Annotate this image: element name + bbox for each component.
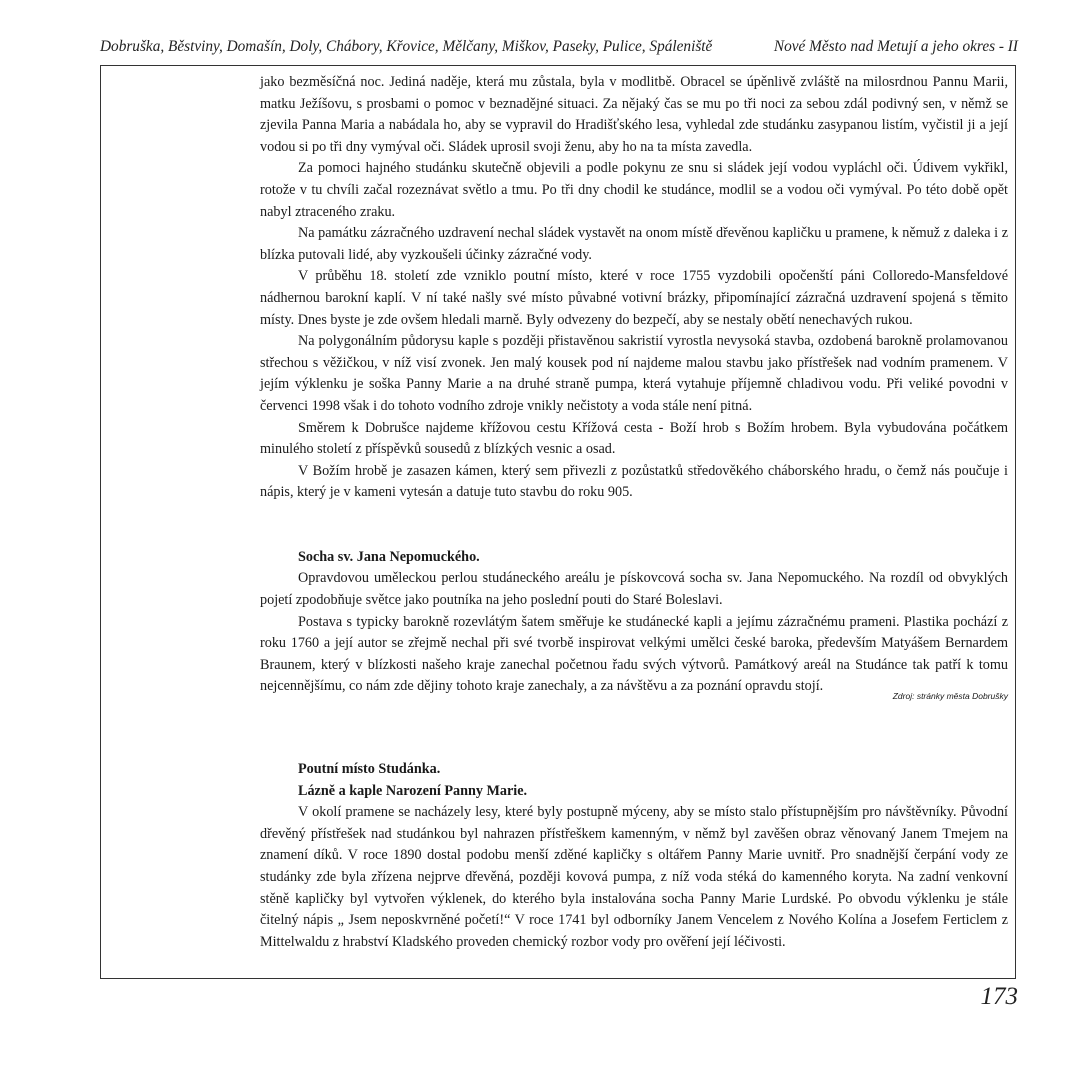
paragraph: Na památku zázračného uzdravení nechal sládek vystavět na onom místě dřevěnou kapličku u pramene, k němuž z daleka i z blízka putovali lidé, aby vyzkoušeli účinky zázračné vody. — [260, 225, 1008, 263]
source-note: Zdroj: stránky města Dobrušky — [892, 691, 1008, 702]
header-right-title: Nové Město nad Metují a jeho okres - II — [773, 38, 1018, 55]
section-spacer — [260, 701, 1008, 759]
paragraph: jako bezměsíčná noc. Jediná naděje, která mu zůstala, byla v modlitbě. Obracel se úpěnlivě zvláště na milosrdnou Pannu Marii, matku Ježíšovu, s prosbami o pomoc v beznadějné situaci. Za nějaký čas se mu po tři noci za sebou zdál podivný sen, v němž se zjevila Panna Maria a nabádala ho, aby se vypravil do Hradišťského lesa, vyhledal zde studánku zasypanou listím, vyčistil ji a její vodou si po tři dny vymýval oči. Sládek uprosil svoji ženu, aby ho na ta místa zavedla. — [260, 74, 1008, 155]
paragraph: Směrem k Dobrušce najdeme křížovou cestu Křížová cesta - Boží hrob s Božím hrobem. Byla vybudována počátkem minulého století z příspěvků sousedů z blízkých vesnic a osad. — [260, 419, 1008, 458]
paragraph: Na polygonálním půdorysu kaple s později přistavěnou sakristií vyrostla nevysoká stavba, ozdobená barokně prolamovanou střechou s věžičkou, v níž visí zvonek. Jen malý kousek pod ní najdeme malou stavbu jako přístřešek nad vodním pramenem. V jejím výklenku je soška Panny Marie a na druhé straně pumpa, která vytahuje příjemně chladivou vodu. Při veliké povodni v červenci 1998 však i do tohoto vodního zdroje vnikly nečistoty a voda stále není pitná. — [260, 333, 1008, 414]
paragraph: Za pomoci hajného studánku skutečně objevili a podle pokynu ze snu si sládek její vodou vypláchl oči. Údivem vykřikl, rotože v tu chvíli začal rozeznávat světlo a tmu. Po tři dny chodil ke studánce, modlil se a vodou oči vymýval. Po této době opět nabyl ztraceného zraku. — [260, 160, 1008, 220]
running-header — [100, 38, 1018, 56]
section-heading: Socha sv. Jana Nepomuckého. — [298, 548, 480, 565]
paragraph: V okolí pramene se nacházely lesy, které byly postupně mýceny, aby se místo stalo přístupnějším pro návštěvníky. Původní dřevěný přístřešek nad studánkou byl nahrazen přístřeškem kamenným, v němž byl zavěšen obraz věnovaný Janem Tmejem na znamení díků. V roce 1890 dostal podobu menší zděné kapličky s oltářem Panny Marie uvnitř. Pro snadnější čerpání vody ze studánky zde byla zřízena nejprve dřevěná, později kovová pumpa, z níž voda stéká do kamenného koryta. Na zadní venkovní stěně kapličky byl vytvořen výklenek, do kterého byla instalována socha Panny Marie Lurdské. Po obvodu výklenku je stále čitelný nápis „ Jsem neposkvrněné početí!“ V roce 1741 byl odborníky Janem Vencelem z Nového Kolína a Josefem Ferticlem z Mittelwaldu z hrabství Kladského proveden chemický rozbor vody pro ověření její léčivosti. — [260, 804, 1008, 950]
paragraph: V Božím hrobě je zasazen kámen, který sem přivezli z pozůstatků středověkého cháborského hradu, o čemž nás poučuje i nápis, který je v kameni vytesán a datuje tuto stavbu do roku 905. — [260, 462, 1008, 501]
paragraph: Postava s typicky barokně rozevlátým šatem směřuje ke studánecké kapli a jejímu zázračnému prameni. Plastika pochází z roku 1760 a její autor se zřejmě nechal při své tvorbě inspirovat velkými umělci české baroka, především Matyášem Bernardem Braunem, který v blízkosti našeho kraje zanechal početnou řadu svých výtvorů. Památkový areál na Studánce tak patří k tomu nejcennějšímu, co nám zde dějiny tohoto kraje zanechaly, a za návštěvu a za poznání opravdu stojí. — [260, 613, 1008, 695]
section-subheading: Lázně a kaple Narození Panny Marie. — [298, 782, 528, 799]
section-heading: Poutní místo Studánka. — [298, 761, 441, 778]
page-content — [260, 72, 1008, 953]
header-left-title: Dobruška, Běstviny, Domašín, Doly, Chábory, Křovice, Mělčany, Miškov, Paseky, Pulice, Spáleniště — [100, 38, 713, 55]
page-number: 173 — [980, 983, 1018, 1010]
paragraph: Opravdovou uměleckou perlou studáneckého areálu je pískovcová socha sv. Jana Nepomuckého. Na rozdíl od obvyklých pojetí zpodobňuje světce jako poutníka na jeho poslední pouti do Staré Boleslavi. — [260, 570, 1008, 609]
section-spacer — [260, 504, 1008, 547]
paragraph: V průběhu 18. století zde vzniklo poutní místo, které v roce 1755 vyzdobili opočenští páni Colloredo-Mansfeldové nádhernou barokní kaplí. V ní také našly své místo půvabné votivní brázky, připomínající zázračná uzdravení spojená s těmito místy. Dnes byste je zde ovšem hledali marně. Byly odvezeny do bezpečí, aby se nestaly obětí nenechavých rukou. — [260, 268, 1008, 328]
